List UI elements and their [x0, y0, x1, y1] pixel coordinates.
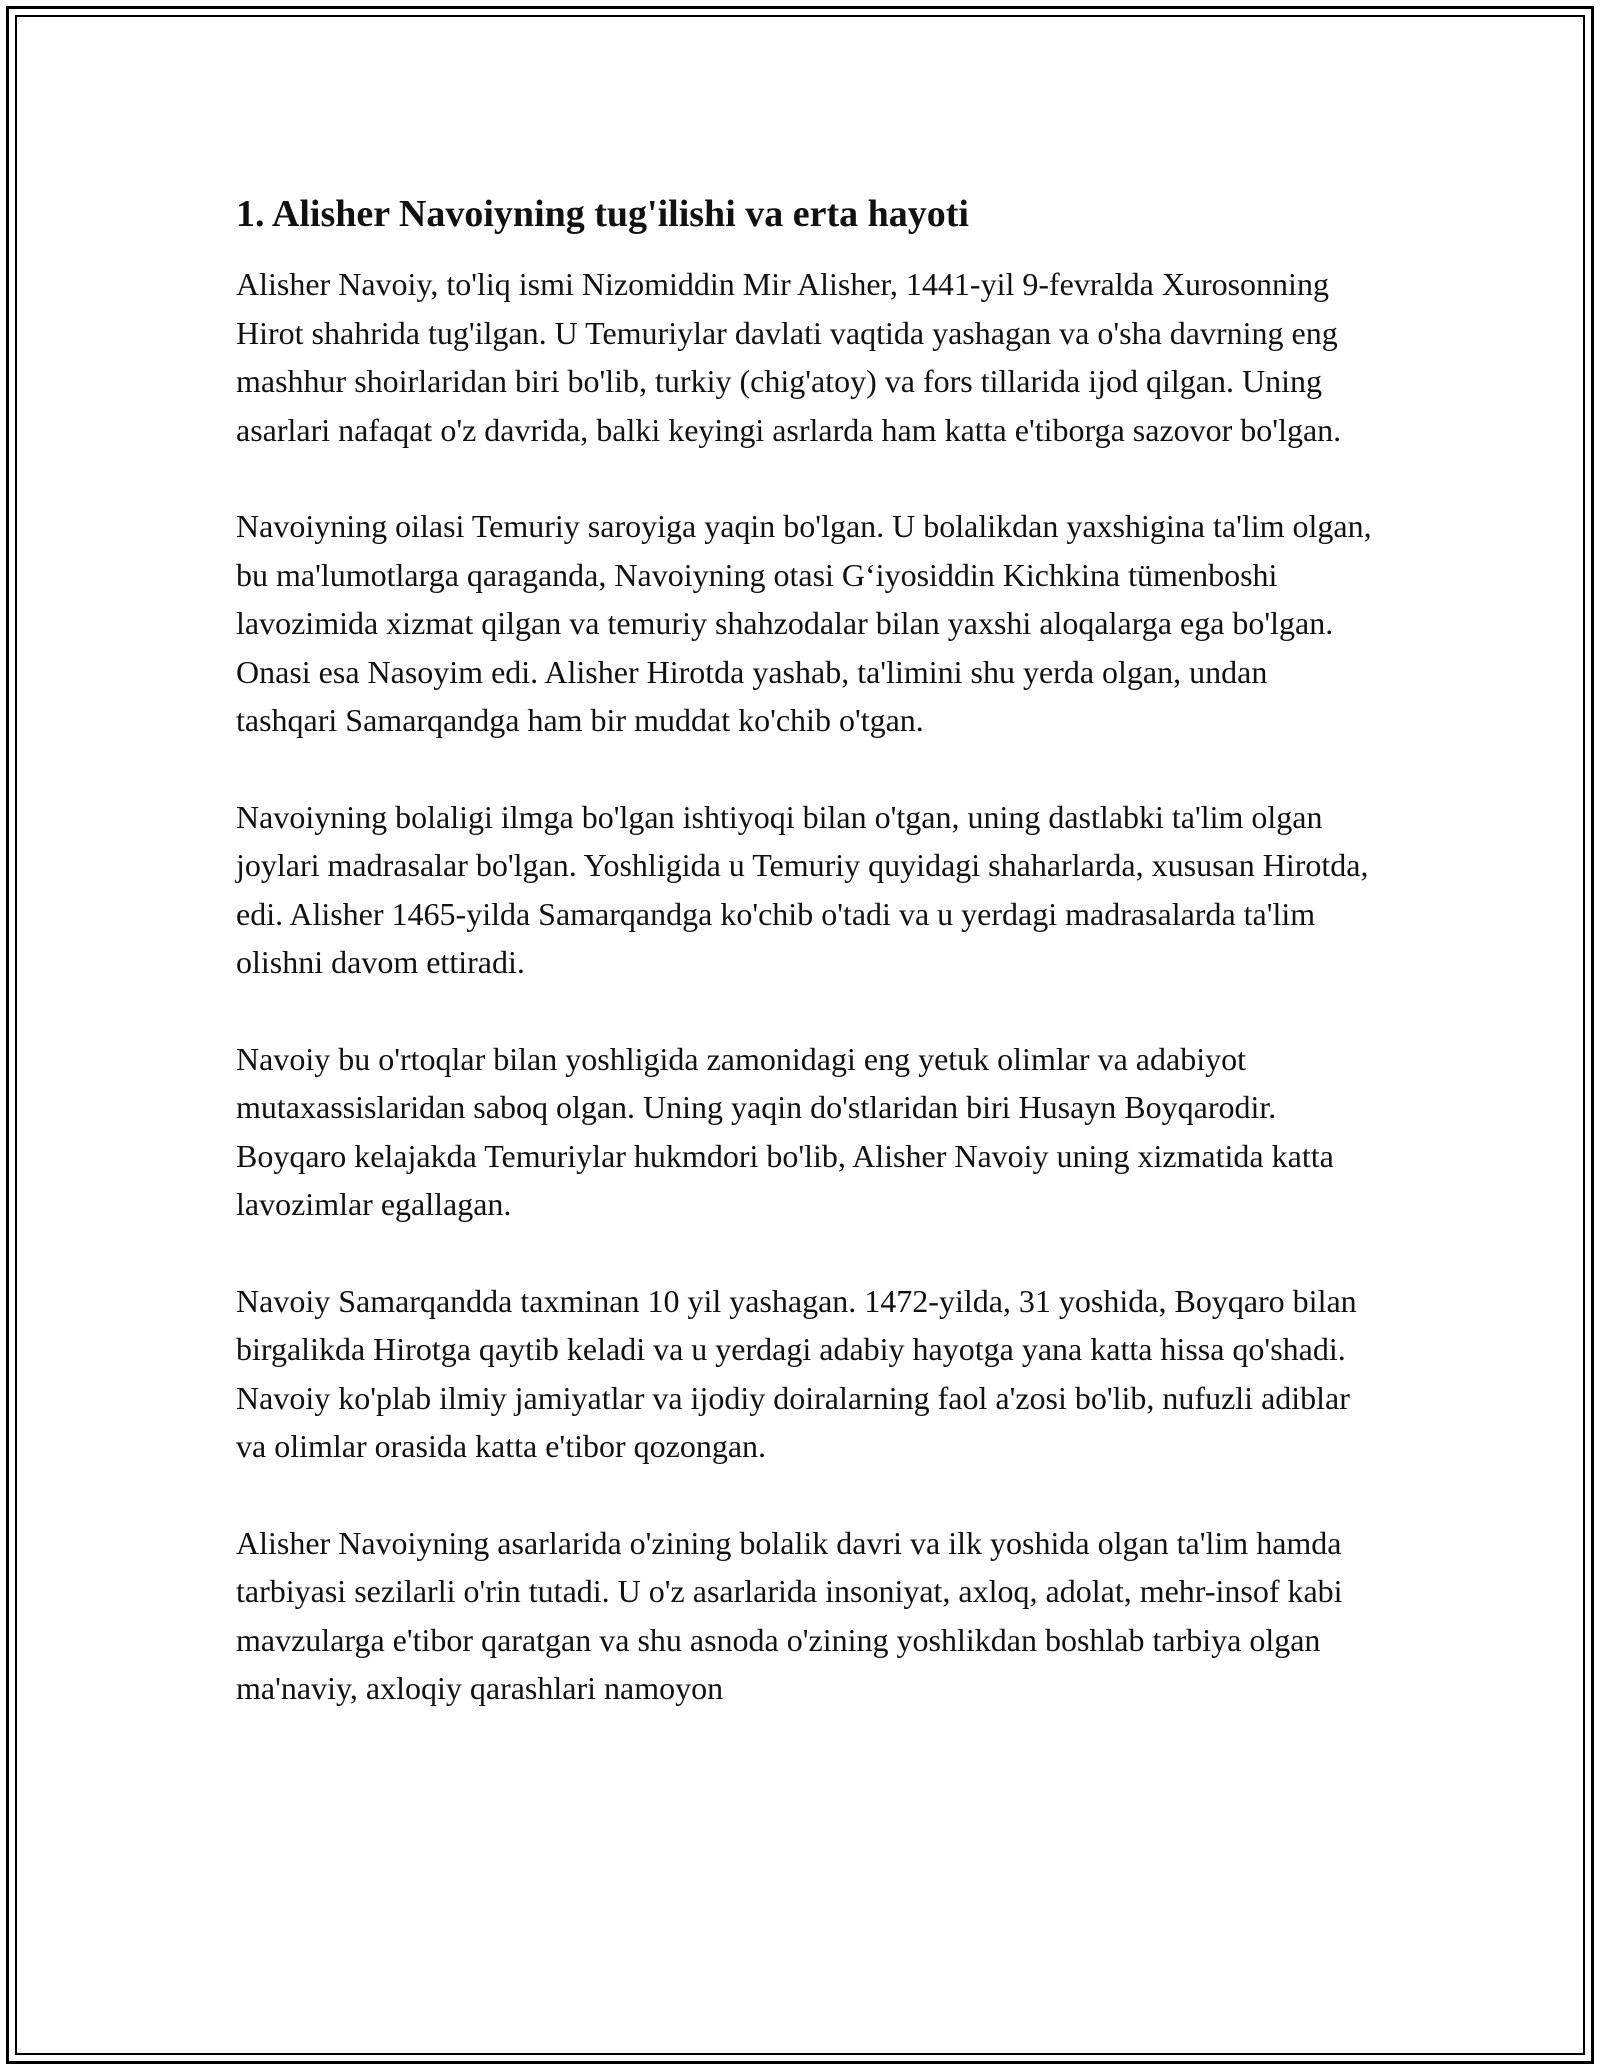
paragraph-1: Alisher Navoiy, to'liq ismi Nizomiddin Mir Alisher, 1441-yil 9-fevralda Xurosonning Hirot shahrida tug'ilgan. U Temuriylar davlati vaqtida yashagan va o'sha davrning eng mashhur shoirlaridan biri bo'lib, turkiy (chig'atoy) va fors tillarida ijod qilgan. Uning asarlari nafaqat o'z davrida, balki keyingi asrlarda ham katta e'tiborga sazovor bo'lgan.	[236, 266, 1342, 448]
paragraph-6: Alisher Navoiyning asarlarida o'zining bolalik davri va ilk yoshida olgan ta'lim hamda tarbiyasi sezilarli o'rin tutadi. U o'z asarlarida insoniyat, axloq, adolat, mehr-insof kabi mavzularga e'tibor qaratgan va shu asnoda o'zining yoshlikdan boshlab tarbiya olgan ma'naviy, axloqiy qarashlari namoyon	[236, 1524, 1343, 1706]
section-heading: 1. Alisher Navoiyning tug'ilishi va erta hayoti	[236, 193, 969, 235]
document-body	[236, 190, 1376, 1761]
paragraph-3: Navoiyning bolaligi ilmga bo'lgan ishtiyoqi bilan o'tgan, uning dastlabki ta'lim olgan joylari madrasalar bo'lgan. Yoshligida u Temuriy quyidagi shaharlarda, xususan Hirotda, edi. Alisher 1465-yilda Samarqandga ko'chib o'tadi va u yerdagi madrasalarda ta'lim olishni davom ettiradi.	[236, 798, 1369, 980]
paragraph-2: Navoiyning oilasi Temuriy saroyiga yaqin bo'lgan. U bolalikdan yaxshigina ta'lim olgan, bu ma'lumotlarga qaraganda, Navoiyning otasi G‘iyosiddin Kichkina tümenboshi lavozimida xizmat qilgan va temuriy shahzodalar bilan yaxshi aloqalarga ega bo'lgan. Onasi esa Nasoyim edi. Alisher Hirotda yashab, ta'limini shu yerda olgan, undan tashqari Samarqandga ham bir muddat ko'chib o'tgan.	[236, 508, 1372, 738]
paragraph-5: Navoiy Samarqandda taxminan 10 yil yashagan. 1472-yilda, 31 yoshida, Boyqaro bilan birgalikda Hirotga qaytib keladi va u yerdagi adabiy hayotga yana katta hissa qo'shadi. Navoiy ko'plab ilmiy jamiyatlar va ijodiy doiralarning faol a'zosi bo'lib, nufuzli adiblar va olimlar orasida katta e'tibor qozongan.	[236, 1282, 1357, 1464]
paragraph-4: Navoiy bu o'rtoqlar bilan yoshligida zamonidagi eng yetuk olimlar va adabiyot mutaxassislaridan saboq olgan. Uning yaqin do'stlaridan biri Husayn Boyqarodir. Boyqaro kelajakda Temuriylar hukmdori bo'lib, Alisher Navoiy uning xizmatida katta lavozimlar egallagan.	[236, 1040, 1334, 1222]
